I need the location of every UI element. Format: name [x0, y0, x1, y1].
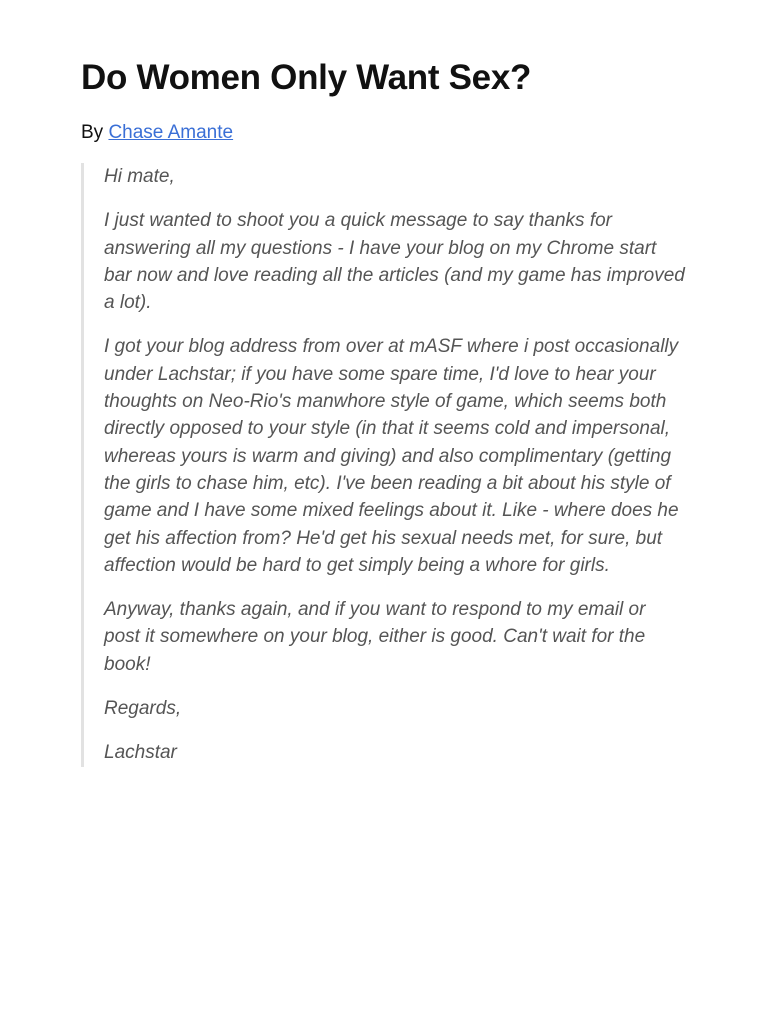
- quote-paragraph-signature: Lachstar: [104, 742, 177, 764]
- byline-prefix: By: [81, 122, 109, 143]
- author-link[interactable]: Chase Amante: [108, 122, 234, 143]
- quote-paragraph-greeting: Hi mate,: [104, 166, 175, 187]
- article: [81, 0, 686, 767]
- quote-paragraph: I just wanted to shoot you a quick message to say thanks for answering all my questions - I have your blog on my Chrome start bar now and love reading all the articles (and my game has improved a lot).: [104, 210, 685, 314]
- quote-paragraph: Anyway, thanks again, and if you want to respond to my email or post it somewhere on your blog, either is good. Can't wait for the book!: [104, 599, 646, 675]
- article-title: Do Women Only Want Sex?: [81, 58, 532, 97]
- quote-paragraph-signoff: Regards,: [104, 698, 182, 720]
- email-quote: [81, 163, 686, 767]
- quote-paragraph: I got your blog address from over at mASF where i post occasionally under Lachstar; if you have some spare time, I'd love to hear your thoughts on Neo-Rio's manwhore style of game, which seems both directly opposed to your style (in that it seems cold and impersonal, whereas yours is warm and giving) and also complimentary (getting the girls to chase him, etc). I've been reading a bit about his style of game and I have some mixed feelings about it. Like - where does he get his affection from? He'd get his sexual needs met, for sure, but affection would be hard to get simply being a whore for girls.: [104, 336, 679, 576]
- byline: [81, 121, 686, 145]
